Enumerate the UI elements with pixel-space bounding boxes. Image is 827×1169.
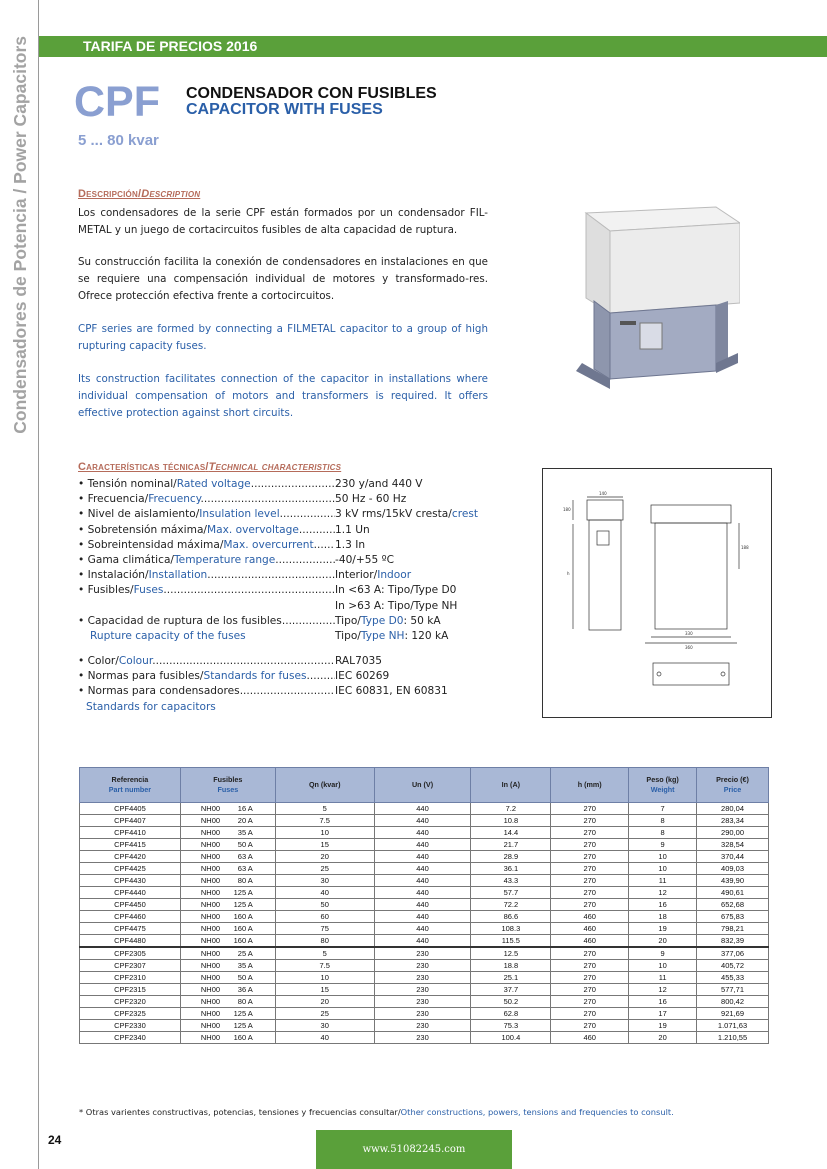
cell-part-number: CPF4475: [80, 923, 181, 935]
cell-qn: 5: [275, 947, 374, 960]
cell-in: 43.3: [471, 875, 551, 887]
left-rule: [38, 0, 39, 1169]
fuse-rating: 50 A: [237, 973, 253, 982]
cell-price: 377,06: [697, 947, 769, 960]
cell-qn: 40: [275, 1032, 374, 1044]
cell-weight: 19: [629, 1020, 697, 1032]
cell-weight: 11: [629, 875, 697, 887]
cell-un: 440: [374, 803, 471, 815]
table-row: [80, 887, 769, 899]
characteristics-list: [78, 477, 508, 715]
fuse-type: NH00: [200, 985, 221, 994]
cell-fuse: [180, 996, 275, 1008]
spec-row: • Gama climática/Temperature range ..... -40/+55 ºC: [78, 553, 508, 568]
description-p1-en: CPF series are formed by connecting a FILMETAL capacitor to a group of high rupturing capacity fuses.: [78, 323, 488, 352]
spec-row: • Nivel de aislamiento/Insulation level ..... 3 kV rms/15kV cresta/crest: [78, 507, 508, 522]
cell-un: 230: [374, 1008, 471, 1020]
cell-qn: 20: [275, 851, 374, 863]
cell-un: 230: [374, 1020, 471, 1032]
cell-in: 36.1: [471, 863, 551, 875]
cell-weight: 9: [629, 947, 697, 960]
cell-in: 108.3: [471, 923, 551, 935]
fuse-type: NH00: [200, 1009, 221, 1018]
cell-un: 230: [374, 996, 471, 1008]
cell-fuse: [180, 960, 275, 972]
fuse-type: NH00: [200, 816, 221, 825]
cell-h: 270: [551, 875, 629, 887]
cell-un: 230: [374, 1032, 471, 1044]
cell-fuse: [180, 839, 275, 851]
footnote: * Otras varientes constructivas, potencias, tensiones y frecuencias consultar/Other constructions, powers, tensions and frequencies to consult.: [79, 1107, 674, 1117]
cell-fuse: [180, 803, 275, 815]
spec-row: • Color/Colour ..... RAL7035: [78, 654, 508, 669]
cell-qn: 25: [275, 863, 374, 875]
cell-h: 460: [551, 911, 629, 923]
cell-h: 270: [551, 839, 629, 851]
cell-price: 280,04: [697, 803, 769, 815]
cell-in: 18.8: [471, 960, 551, 972]
cell-part-number: CPF4420: [80, 851, 181, 863]
cell-price: 921,69: [697, 1008, 769, 1020]
cell-un: 230: [374, 984, 471, 996]
cell-h: 460: [551, 1032, 629, 1044]
cell-qn: 10: [275, 827, 374, 839]
cell-un: 440: [374, 827, 471, 839]
spec-row: • Capacidad de ruptura de los fusibles ..... Tipo/Type D0: 50 kA: [78, 614, 508, 629]
cell-part-number: CPF4460: [80, 911, 181, 923]
cell-price: 652,68: [697, 899, 769, 911]
cell-part-number: CPF4450: [80, 899, 181, 911]
cell-h: 270: [551, 1008, 629, 1020]
cell-h: 270: [551, 827, 629, 839]
cell-qn: 20: [275, 996, 374, 1008]
page-number: 24: [48, 1133, 62, 1147]
cell-h: 460: [551, 935, 629, 948]
svg-text:188: 188: [741, 545, 749, 550]
fuse-rating: 50 A: [237, 840, 253, 849]
cell-h: 270: [551, 984, 629, 996]
cell-un: 440: [374, 875, 471, 887]
svg-text:330: 330: [685, 631, 693, 636]
cell-price: 1.210,55: [697, 1032, 769, 1044]
cell-un: 440: [374, 815, 471, 827]
cell-part-number: CPF2330: [80, 1020, 181, 1032]
table-row: [80, 815, 769, 827]
col-header-weight: Peso (kg) Weight: [629, 768, 697, 803]
fuse-type: NH00: [200, 804, 221, 813]
cell-fuse: [180, 923, 275, 935]
fuse-type: NH00: [200, 912, 221, 921]
svg-text:140: 140: [599, 491, 607, 496]
fuse-type: NH00: [200, 997, 221, 1006]
cell-qn: 40: [275, 887, 374, 899]
cell-fuse: [180, 935, 275, 948]
product-code: CPF: [74, 78, 160, 126]
cell-un: 440: [374, 923, 471, 935]
cell-part-number: CPF4425: [80, 863, 181, 875]
fuse-rating: 20 A: [237, 816, 253, 825]
fuse-type: NH00: [200, 900, 221, 909]
cell-part-number: CPF2315: [80, 984, 181, 996]
fuse-rating: 80 A: [237, 876, 253, 885]
fuse-type: NH00: [200, 840, 221, 849]
cell-fuse: [180, 1032, 275, 1044]
cell-weight: 17: [629, 1008, 697, 1020]
cell-price: 490,61: [697, 887, 769, 899]
cell-h: 460: [551, 923, 629, 935]
cell-weight: 19: [629, 923, 697, 935]
cell-in: 50.2: [471, 996, 551, 1008]
table-row: [80, 984, 769, 996]
cell-h: 270: [551, 899, 629, 911]
fuse-type: NH00: [200, 1021, 221, 1030]
cell-un: 440: [374, 899, 471, 911]
capacitor-photo: [566, 193, 740, 389]
cell-part-number: CPF2307: [80, 960, 181, 972]
cell-weight: 10: [629, 960, 697, 972]
table-row: [80, 851, 769, 863]
spec-row: • Normas para condensadores ..... IEC 60831, EN 60831: [78, 684, 508, 699]
fuse-rating: 25 A: [237, 949, 253, 958]
cell-in: 115.5: [471, 935, 551, 948]
col-header-price: Precio (€) Price: [697, 768, 769, 803]
cell-fuse: [180, 875, 275, 887]
fuse-type: NH00: [200, 961, 221, 970]
cell-fuse: [180, 1020, 275, 1032]
cell-fuse: [180, 815, 275, 827]
cell-h: 270: [551, 947, 629, 960]
cell-price: 832,39: [697, 935, 769, 948]
cell-un: 440: [374, 911, 471, 923]
table-row: [80, 827, 769, 839]
fuse-type: NH00: [200, 973, 221, 982]
cell-price: 675,83: [697, 911, 769, 923]
cell-qn: 10: [275, 972, 374, 984]
cell-price: 1.071,63: [697, 1020, 769, 1032]
cell-qn: 7.5: [275, 960, 374, 972]
fuse-type: NH00: [200, 852, 221, 861]
cell-h: 270: [551, 996, 629, 1008]
cell-qn: 15: [275, 984, 374, 996]
fuse-rating: 160 A: [233, 912, 253, 921]
cell-un: 230: [374, 947, 471, 960]
cell-part-number: CPF2310: [80, 972, 181, 984]
cell-price: 370,44: [697, 851, 769, 863]
cell-weight: 9: [629, 839, 697, 851]
fuse-rating: 125 A: [233, 900, 253, 909]
cell-qn: 80: [275, 935, 374, 948]
header-bar: [39, 36, 827, 57]
fuse-type: NH00: [200, 876, 221, 885]
cell-price: 405,72: [697, 960, 769, 972]
fuse-rating: 160 A: [233, 936, 253, 945]
product-range: 5 ... 80 kvar: [78, 132, 159, 149]
cell-fuse: [180, 972, 275, 984]
cell-price: 409,03: [697, 863, 769, 875]
col-header-un: Un (V): [374, 768, 471, 803]
cell-part-number: CPF2325: [80, 1008, 181, 1020]
cell-in: 14.4: [471, 827, 551, 839]
cell-qn: 30: [275, 875, 374, 887]
characteristics-heading: Características técnicas/Technical characteristics: [78, 461, 342, 473]
cell-in: 57.7: [471, 887, 551, 899]
cell-h: 270: [551, 863, 629, 875]
cell-in: 75.3: [471, 1020, 551, 1032]
table-row: [80, 1020, 769, 1032]
svg-text:360: 360: [685, 645, 693, 650]
fuse-rating: 36 A: [237, 985, 253, 994]
cell-un: 440: [374, 887, 471, 899]
cell-in: 10.8: [471, 815, 551, 827]
cell-part-number: CPF4430: [80, 875, 181, 887]
cell-in: 72.2: [471, 899, 551, 911]
col-header-fuses: Fusibles Fuses: [180, 768, 275, 803]
cell-in: 12.5: [471, 947, 551, 960]
spec-row: • Sobretensión máxima/Max. overvoltage ..... 1.1 Un: [78, 523, 508, 538]
col-header-reference: Referencia Part number: [80, 768, 181, 803]
cell-price: 283,34: [697, 815, 769, 827]
fuse-rating: 16 A: [237, 804, 253, 813]
cell-un: 230: [374, 972, 471, 984]
dimension-drawing: [542, 468, 772, 718]
cell-un: 440: [374, 935, 471, 948]
cell-in: 25.1: [471, 972, 551, 984]
product-title-es: CONDENSADOR CON FUSIBLES: [186, 85, 437, 102]
cell-price: 439,90: [697, 875, 769, 887]
cell-weight: 20: [629, 935, 697, 948]
cell-in: 86.6: [471, 911, 551, 923]
spec-row: • Tensión nominal/Rated voltage ..... 230 y/and 440 V: [78, 477, 508, 492]
cell-price: 798,21: [697, 923, 769, 935]
cell-qn: 30: [275, 1020, 374, 1032]
cell-fuse: [180, 827, 275, 839]
price-table-body: [80, 803, 769, 1044]
cell-un: 230: [374, 960, 471, 972]
cell-part-number: CPF4440: [80, 887, 181, 899]
fuse-type: NH00: [200, 828, 221, 837]
table-row: [80, 911, 769, 923]
cell-weight: 11: [629, 972, 697, 984]
product-title-en: CAPACITOR WITH FUSES: [186, 101, 383, 118]
cell-fuse: [180, 1008, 275, 1020]
fuse-type: NH00: [200, 888, 221, 897]
cell-part-number: CPF2320: [80, 996, 181, 1008]
price-table: [79, 767, 769, 1044]
cell-weight: 7: [629, 803, 697, 815]
cell-weight: 10: [629, 851, 697, 863]
table-row: [80, 935, 769, 948]
cell-h: 270: [551, 815, 629, 827]
cell-weight: 8: [629, 815, 697, 827]
description-heading: Descripción/Description: [78, 188, 201, 200]
cell-part-number: CPF4405: [80, 803, 181, 815]
cell-fuse: [180, 851, 275, 863]
cell-qn: 15: [275, 839, 374, 851]
table-row: [80, 899, 769, 911]
cell-h: 270: [551, 851, 629, 863]
price-list-title: TARIFA DE PRECIOS 2016: [83, 38, 258, 54]
cell-qn: 50: [275, 899, 374, 911]
description-p2-en: Its construction facilitates connection of the capacitor in installations where individual compensation of motors and transformers is required. It offers effective protection against short circuits.: [78, 373, 488, 419]
cell-price: 577,71: [697, 984, 769, 996]
fuse-rating: 125 A: [233, 888, 253, 897]
cell-price: 328,54: [697, 839, 769, 851]
spec-row: Rupture capacity of the fuses Tipo/Type NH: 120 kA: [90, 629, 449, 642]
table-row: [80, 863, 769, 875]
cell-price: 455,33: [697, 972, 769, 984]
svg-text:h: h: [567, 571, 570, 576]
fuse-type: NH00: [200, 1033, 221, 1042]
fuse-rating: 63 A: [237, 864, 253, 873]
cell-weight: 8: [629, 827, 697, 839]
fuse-rating: 80 A: [237, 997, 253, 1006]
cell-weight: 12: [629, 887, 697, 899]
fuse-rating: 160 A: [233, 1033, 253, 1042]
fuse-type: NH00: [200, 936, 221, 945]
cell-h: 270: [551, 1020, 629, 1032]
cell-h: 270: [551, 972, 629, 984]
fuse-rating: 125 A: [233, 1021, 253, 1030]
fuse-type: NH00: [200, 924, 221, 933]
cell-in: 62.8: [471, 1008, 551, 1020]
svg-text:180: 180: [563, 507, 571, 512]
table-row: [80, 875, 769, 887]
fuse-type: NH00: [200, 864, 221, 873]
cell-fuse: [180, 887, 275, 899]
fuse-rating: 35 A: [237, 961, 253, 970]
cell-part-number: CPF4480: [80, 935, 181, 948]
col-header-h: h (mm): [551, 768, 629, 803]
cell-un: 440: [374, 851, 471, 863]
table-row: [80, 803, 769, 815]
spec-row: In >63 A: Tipo/Type NH: [335, 599, 458, 612]
fuse-rating: 63 A: [237, 852, 253, 861]
table-row: [80, 947, 769, 960]
fuse-type: NH00: [200, 949, 221, 958]
cell-part-number: CPF2340: [80, 1032, 181, 1044]
cell-part-number: CPF4410: [80, 827, 181, 839]
cell-fuse: [180, 984, 275, 996]
website-url: www.51082245.com: [362, 1144, 466, 1155]
cell-in: 21.7: [471, 839, 551, 851]
cell-fuse: [180, 863, 275, 875]
cell-h: 270: [551, 887, 629, 899]
cell-fuse: [180, 947, 275, 960]
spec-row: • Instalación/Installation ..... Interior/Indoor: [78, 568, 508, 583]
cell-part-number: CPF4407: [80, 815, 181, 827]
spec-row: • Sobreintensidad máxima/Max. overcurrent ..... 1.3 In: [78, 538, 508, 553]
cell-un: 440: [374, 839, 471, 851]
spec-row: Standards for capacitors: [86, 700, 216, 713]
cell-qn: 75: [275, 923, 374, 935]
cell-in: 37.7: [471, 984, 551, 996]
col-header-qn: Qn (kvar): [275, 768, 374, 803]
cell-h: 270: [551, 803, 629, 815]
cell-price: 290,00: [697, 827, 769, 839]
cell-weight: 16: [629, 899, 697, 911]
cell-weight: 20: [629, 1032, 697, 1044]
cell-price: 800,42: [697, 996, 769, 1008]
cell-part-number: CPF4415: [80, 839, 181, 851]
cell-qn: 25: [275, 1008, 374, 1020]
cell-h: 270: [551, 960, 629, 972]
cell-fuse: [180, 911, 275, 923]
table-row: [80, 972, 769, 984]
cell-un: 440: [374, 863, 471, 875]
cell-in: 28.9: [471, 851, 551, 863]
description-p2-es: Su construcción facilita la conexión de condensadores en instalaciones en que se requiere una compensación individual de motores y transformado-res. Ofrece protección efectiva frente a cortocircuitos.: [78, 256, 488, 302]
table-row: [80, 1008, 769, 1020]
cell-weight: 16: [629, 996, 697, 1008]
description-p1-es: Los condensadores de la serie CPF están formados por un condensador FIL-METAL y un juego de cortacircuitos fusibles de alta capacidad de ruptura.: [78, 207, 488, 236]
spec-row: • Frecuencia/Frecuency ..... 50 Hz - 60 Hz: [78, 492, 508, 507]
fuse-rating: 35 A: [237, 828, 253, 837]
cell-weight: 12: [629, 984, 697, 996]
fuse-rating: 125 A: [233, 1009, 253, 1018]
cell-in: 7.2: [471, 803, 551, 815]
table-row: [80, 996, 769, 1008]
website-banner: [316, 1130, 512, 1169]
table-row: [80, 1032, 769, 1044]
table-row: [80, 839, 769, 851]
cell-qn: 5: [275, 803, 374, 815]
side-section-title: Condensadores de Potencia / Power Capacitors: [10, 36, 30, 434]
cell-qn: 7.5: [275, 815, 374, 827]
cell-qn: 60: [275, 911, 374, 923]
cell-in: 100.4: [471, 1032, 551, 1044]
cell-weight: 10: [629, 863, 697, 875]
cell-part-number: CPF2305: [80, 947, 181, 960]
col-header-in: In (A): [471, 768, 551, 803]
spec-row: • Fusibles/Fuses ..... In <63 A: Tipo/Type D0: [78, 583, 508, 598]
cell-weight: 18: [629, 911, 697, 923]
table-row: [80, 923, 769, 935]
cell-fuse: [180, 899, 275, 911]
fuse-rating: 160 A: [233, 924, 253, 933]
table-row: [80, 960, 769, 972]
spec-row: • Normas para fusibles/Standards for fuses ..... IEC 60269: [78, 669, 508, 684]
